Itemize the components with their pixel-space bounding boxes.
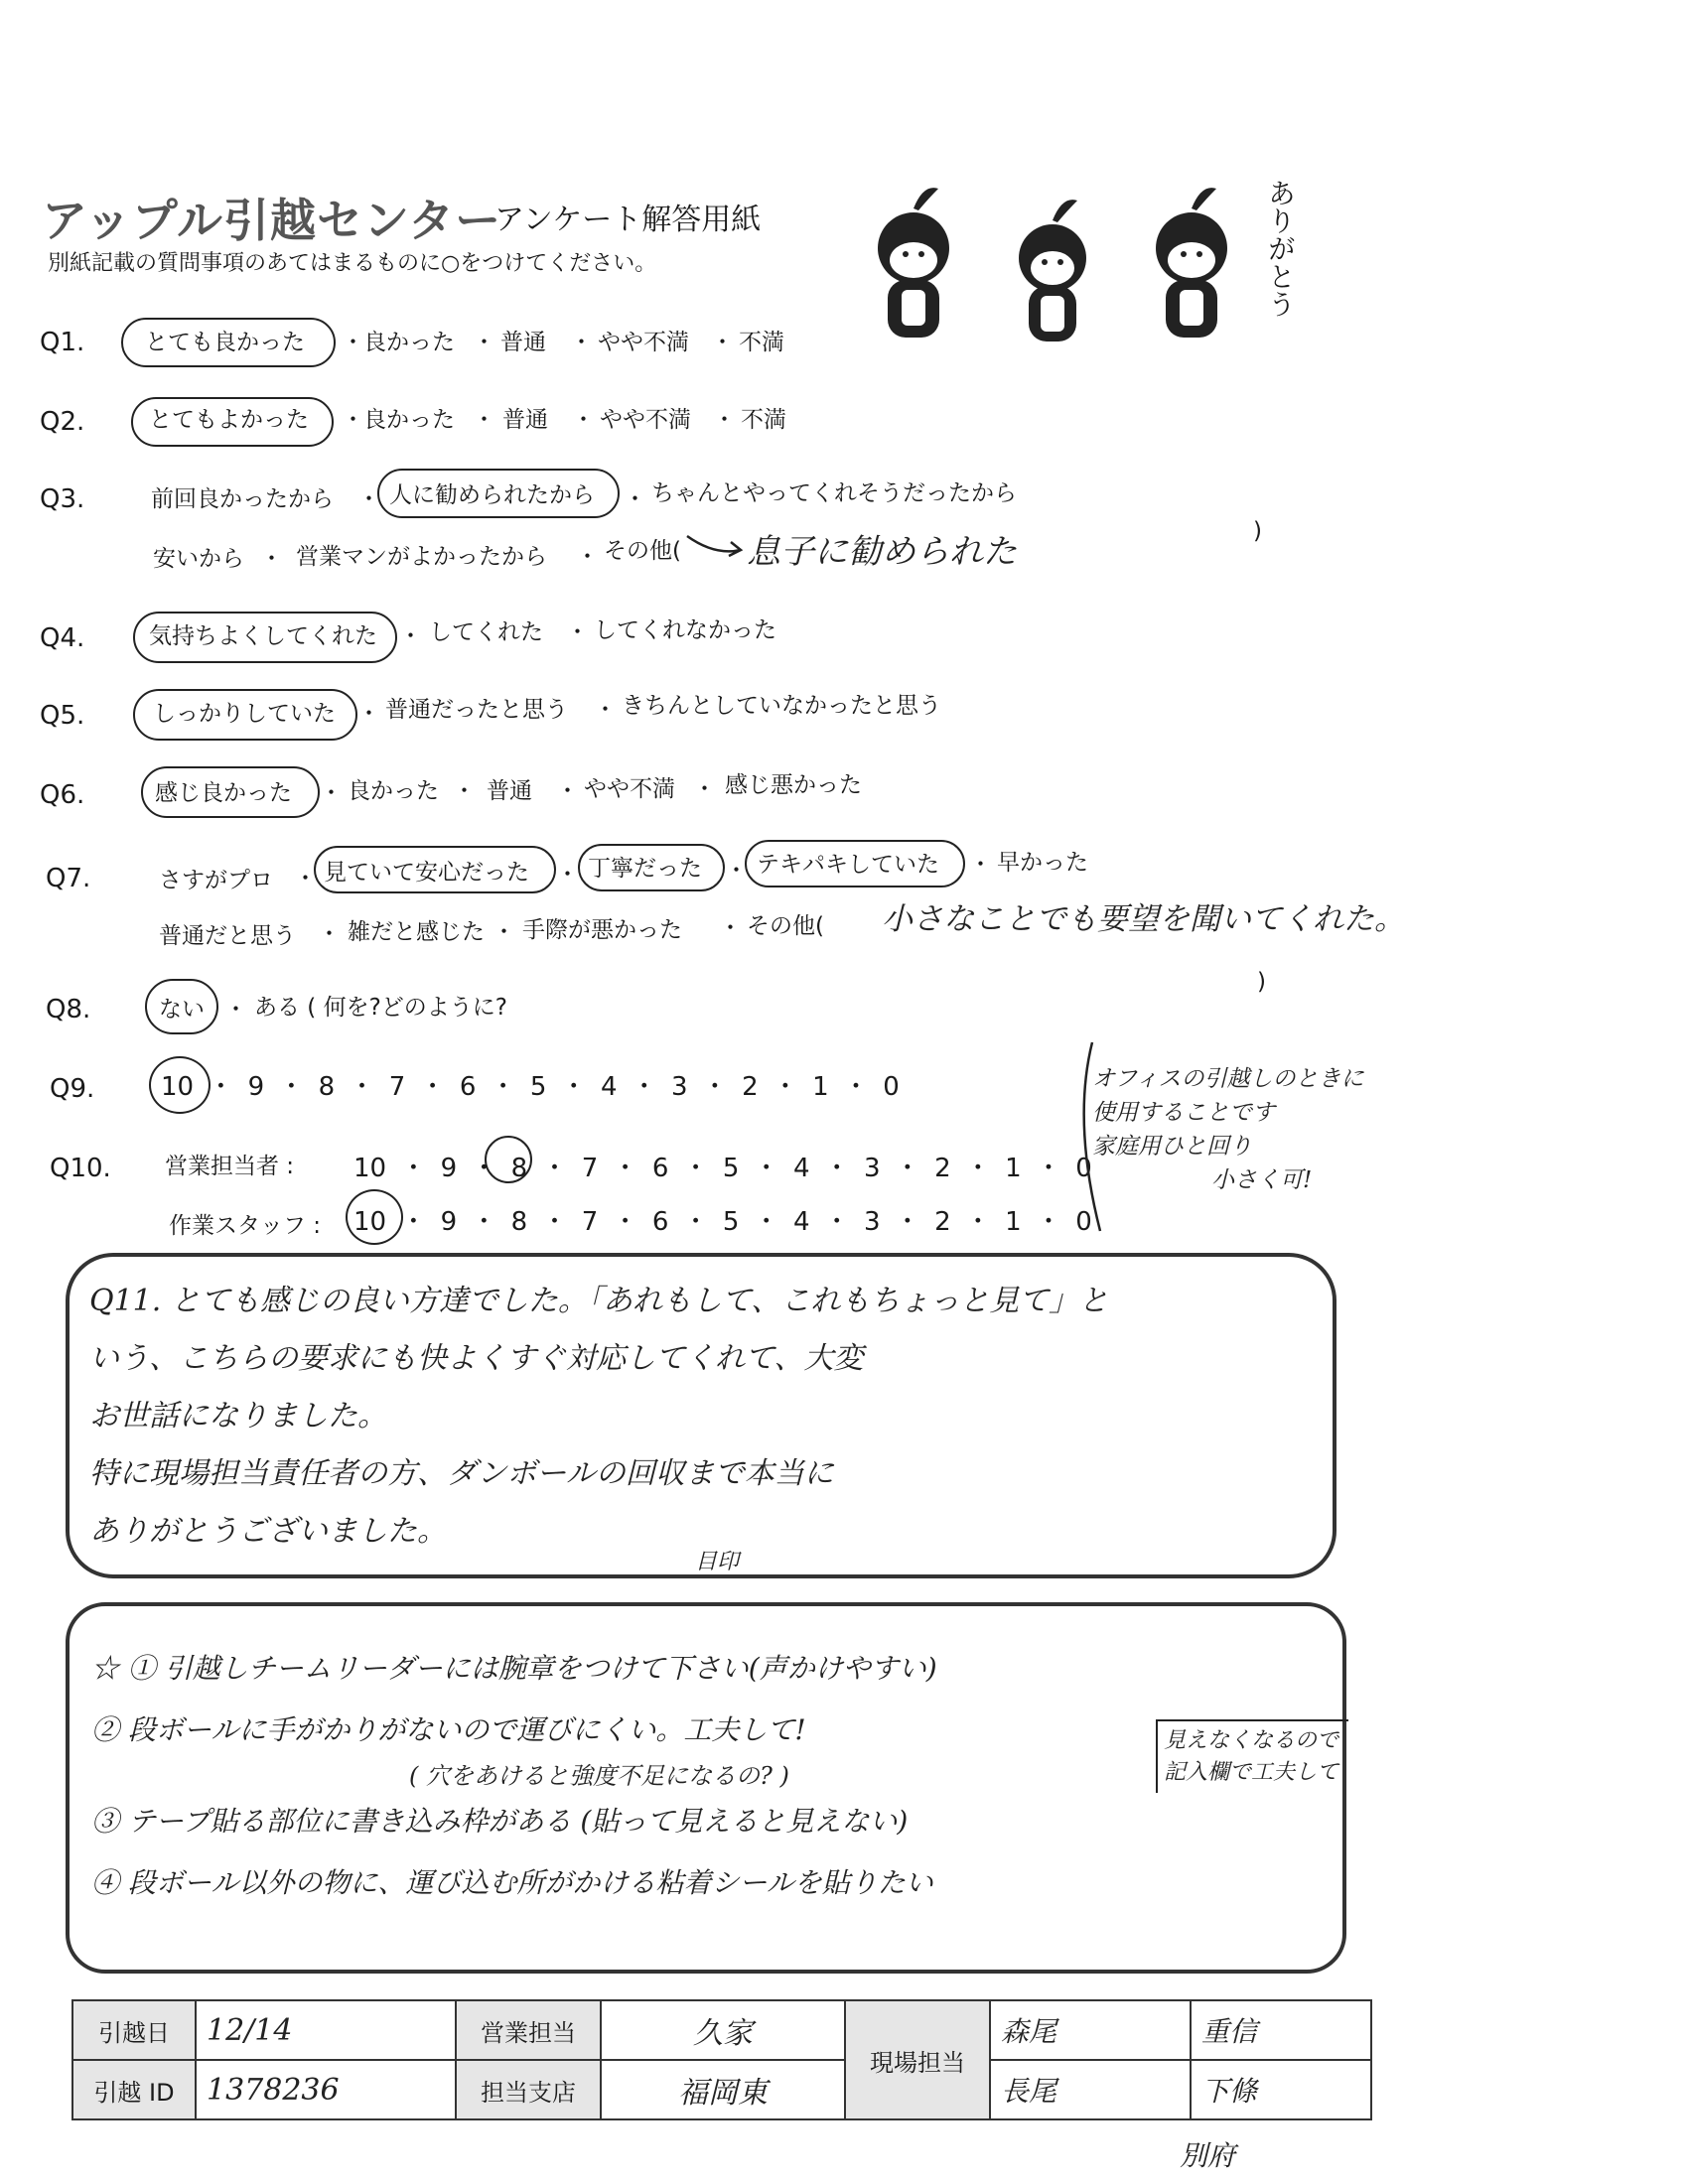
q10-sales-scale[interactable]: 10 ・ 9 ・ 8 ・ 7 ・ 6 ・ 5 ・ 4 ・ 3 ・ 2 ・ 1 ・ 0 bbox=[353, 1154, 1092, 1183]
q6-label: Q6. bbox=[40, 780, 85, 810]
q3-option-4[interactable]: 安いから bbox=[153, 546, 244, 572]
q2-option-5[interactable]: 不満 bbox=[741, 407, 786, 433]
q11-line-2: いう、こちらの要求にも快よくすぐ対応してくれて、大変 bbox=[89, 1341, 864, 1376]
side-note-line-1: オフィスの引越しのときに bbox=[1092, 1066, 1364, 1092]
q2-option-2[interactable]: 良かった bbox=[363, 407, 455, 433]
site-value-2: 長尾 bbox=[990, 2060, 1191, 2119]
q8-option-2[interactable]: ある ( 何を?どのように? bbox=[254, 995, 508, 1021]
q1-option-4[interactable]: やや不満 bbox=[598, 330, 689, 355]
q11-line-4: 特に現場担当責任者の方、ダンボールの回収まで本当に bbox=[89, 1456, 834, 1491]
q3-arrow bbox=[685, 532, 745, 562]
q5-option-1[interactable]: しっかりしていた bbox=[153, 701, 336, 727]
q4-option-2[interactable]: してくれた bbox=[429, 619, 543, 645]
mascot-caption: ありがとう bbox=[1264, 179, 1297, 318]
q7-option-5[interactable]: 早かった bbox=[997, 850, 1088, 876]
q11-line-1: Q11. とても感じの良い方達でした。「あれもして、これもちょっと見て」と bbox=[89, 1284, 1109, 1318]
date-label: 引越日 bbox=[72, 2000, 196, 2060]
q6-option-4[interactable]: やや不満 bbox=[584, 776, 675, 802]
q8-label: Q8. bbox=[46, 995, 91, 1024]
q6-option-3[interactable]: 普通 bbox=[487, 778, 532, 804]
q6-option-5[interactable]: 感じ悪かった bbox=[725, 772, 862, 798]
q10-staff-label: 作業スタッフ : bbox=[169, 1213, 322, 1239]
suggestion-2: ② 段ボールに手がかりがないので運びにくい。工夫して! bbox=[91, 1713, 806, 1746]
date-value: 12/14 bbox=[196, 2000, 456, 2060]
q3-option-2[interactable]: 人に勧められたから bbox=[389, 482, 595, 508]
q3-other-answer: 息子に勧められた bbox=[747, 532, 1017, 572]
q1-option-1[interactable]: とても良かった bbox=[145, 330, 305, 355]
site-label: 現場担当 bbox=[845, 2000, 990, 2119]
q1-option-5[interactable]: 不満 bbox=[739, 330, 784, 355]
q3-close-paren: ) bbox=[1253, 518, 1262, 544]
q9-scale[interactable]: 10 ・ 9 ・ 8 ・ 7 ・ 6 ・ 5 ・ 4 ・ 3 ・ 2 ・ 1 ・ 0 bbox=[161, 1072, 900, 1102]
q3-option-other[interactable]: その他( bbox=[604, 538, 681, 564]
suggestion-3: ③ テープ貼る部位に書き込み枠がある (貼って見えると見えない) bbox=[91, 1805, 909, 1838]
q2-option-4[interactable]: やや不満 bbox=[600, 407, 691, 433]
q1-option-2[interactable]: 良かった bbox=[363, 330, 455, 355]
q5-label: Q5. bbox=[40, 701, 85, 731]
suggestion-2-sub: ( 穴をあけると強度不足になるの? ) bbox=[409, 1762, 789, 1790]
site-value-5: 別府 bbox=[1180, 2139, 1236, 2172]
q7-option-2[interactable]: 見ていて安心だった bbox=[324, 860, 529, 886]
side-note-bracket bbox=[1072, 1032, 1370, 1251]
q1-option-3[interactable]: 普通 bbox=[500, 330, 546, 355]
q4-label: Q4. bbox=[40, 623, 85, 653]
instruction-text: 別紙記載の質問事項のあてはまるものに○をつけてください。 bbox=[48, 251, 657, 276]
id-label: 引越 ID bbox=[72, 2060, 196, 2119]
q2-option-3[interactable]: 普通 bbox=[502, 407, 548, 433]
q9-label: Q9. bbox=[50, 1074, 95, 1104]
info-table bbox=[71, 1999, 1372, 2120]
q7-option-3[interactable]: 丁寧だった bbox=[588, 856, 702, 882]
q8-option-1[interactable]: ない bbox=[159, 997, 205, 1023]
site-value-1: 森尾 bbox=[990, 2000, 1191, 2060]
q7-option-8[interactable]: 手際が悪かった bbox=[522, 917, 682, 943]
suggestion-1: ☆ ① 引越しチームリーダーには腕章をつけて下さい(声かけやすい) bbox=[91, 1652, 937, 1685]
q10-label: Q10. bbox=[50, 1154, 111, 1183]
id-value: 1378236 bbox=[196, 2060, 456, 2119]
q11-line-5: ありがとうございました。 bbox=[89, 1514, 447, 1549]
site-value-4: 下條 bbox=[1191, 2060, 1371, 2119]
q7-option-1[interactable]: さすがプロ bbox=[159, 868, 273, 893]
side-note-line-3: 家庭用ひと回り bbox=[1092, 1134, 1252, 1160]
branch-label: 担当支店 bbox=[456, 2060, 601, 2119]
side-note-line-2: 使用することです bbox=[1092, 1100, 1275, 1126]
suggestion-4: ④ 段ボール以外の物に、運び込む所がかける粘着シールを貼りたい bbox=[91, 1866, 933, 1899]
q5-option-2[interactable]: 普通だったと思う bbox=[385, 697, 568, 723]
suggestions-list bbox=[91, 1638, 1203, 1914]
q6-option-1[interactable]: 感じ良かった bbox=[155, 780, 292, 806]
mark-note: 目印 bbox=[695, 1550, 740, 1574]
q2-label: Q2. bbox=[40, 407, 85, 437]
q11-line-3: お世話になりました。 bbox=[89, 1399, 387, 1433]
sales-value: 久家 bbox=[601, 2000, 845, 2060]
sales-label: 営業担当 bbox=[456, 2000, 601, 2060]
q5-option-3[interactable]: きちんとしていなかったと思う bbox=[622, 693, 941, 719]
q11-answer bbox=[89, 1273, 1331, 1561]
q7-option-7[interactable]: 雑だと感じた bbox=[348, 919, 485, 945]
q7-option-4[interactable]: テキパキしていた bbox=[757, 852, 939, 878]
site-value-3: 重信 bbox=[1191, 2000, 1371, 2060]
q4-option-1[interactable]: 気持ちよくしてくれた bbox=[149, 623, 377, 649]
q1-label: Q1. bbox=[40, 328, 85, 357]
q3-option-1[interactable]: 前回良かったから bbox=[151, 486, 334, 512]
q7-option-6[interactable]: 普通だと思う bbox=[159, 923, 296, 949]
q10-sales-label: 営業担当者 : bbox=[165, 1154, 295, 1179]
q8-close-paren: ) bbox=[1257, 969, 1266, 995]
side-note-line-4: 小さく可! bbox=[1211, 1167, 1313, 1193]
q7-option-other[interactable]: その他( bbox=[747, 913, 824, 939]
q2-option-1[interactable]: とてもよかった bbox=[149, 407, 309, 433]
brand-title: アップル引越センター bbox=[42, 194, 502, 247]
q3-option-5[interactable]: 営業マンがよかったから bbox=[296, 544, 547, 570]
q3-option-3[interactable]: ちゃんとやってくれそうだったから bbox=[651, 480, 1017, 506]
q3-label: Q3. bbox=[40, 484, 85, 514]
q6-option-2[interactable]: 良かった bbox=[348, 778, 439, 804]
q7-other-answer: 小さなことでも要望を聞いてくれた。 bbox=[882, 901, 1405, 937]
q10-staff-scale[interactable]: 10 ・ 9 ・ 8 ・ 7 ・ 6 ・ 5 ・ 4 ・ 3 ・ 2 ・ 1 ・ 0 bbox=[353, 1207, 1092, 1237]
q4-option-3[interactable]: してくれなかった bbox=[594, 617, 776, 643]
mascot-monkeys-illustration bbox=[844, 169, 1251, 347]
branch-value: 福岡東 bbox=[601, 2060, 845, 2119]
q7-label: Q7. bbox=[46, 864, 91, 893]
form-subtitle: アンケート解答用紙 bbox=[494, 203, 762, 237]
suggestion-side-note: 見えなくなるので記入欄で工夫して bbox=[1156, 1719, 1348, 1793]
